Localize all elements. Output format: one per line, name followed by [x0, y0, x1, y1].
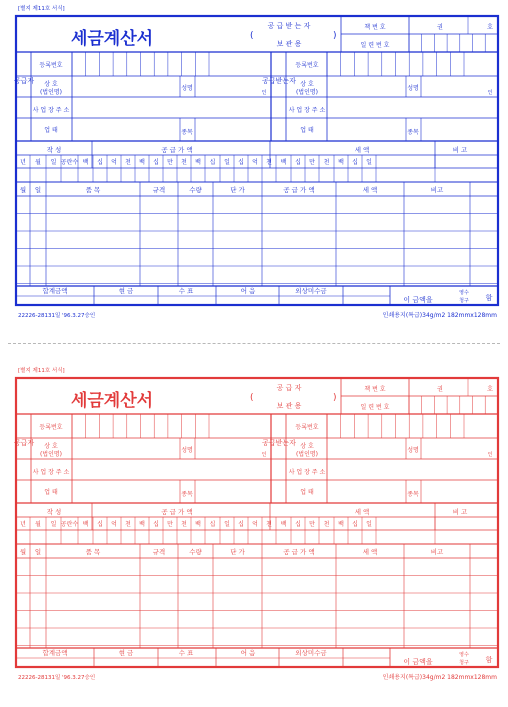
totals-label: 수 표	[178, 649, 194, 657]
blank: -	[132, 68, 134, 69]
copy-label: 공 급 자	[276, 384, 302, 392]
name-label: 성명	[407, 447, 419, 454]
digit-column-label: 천	[181, 159, 187, 166]
digit-column-label: 백	[280, 159, 287, 166]
digit-column-label: 십	[238, 521, 244, 528]
serial-number-label: 일 련 번 호	[360, 42, 390, 49]
claim-end: 함	[485, 656, 493, 664]
name-label: 성명	[181, 85, 193, 92]
item-column-label: 규격	[152, 548, 166, 556]
receipt-label: 영수	[459, 290, 469, 296]
item-column-label: 일	[34, 548, 42, 556]
supply-amount-label: 공 급 가 액	[161, 508, 193, 516]
item-column-label: 공 급 가 액	[283, 548, 315, 556]
digit-column-label: 십	[153, 521, 159, 528]
remarks-label: 비 고	[452, 146, 468, 154]
business-label: 업 태	[44, 127, 58, 134]
totals-label: 어 음	[240, 287, 256, 295]
digit-column-label: 백	[280, 521, 287, 528]
corp-name-label: (법인명)	[39, 451, 63, 458]
paren-left: (	[250, 393, 254, 403]
item-type-label: 종목	[181, 491, 193, 498]
digit-column-label: 백	[195, 159, 201, 166]
digit-column-label: 억	[111, 159, 117, 166]
item-column-label: 수량	[189, 186, 202, 194]
address-label: 사 업 장 주 소	[288, 469, 326, 476]
corp-name-label: (법인명)	[295, 451, 319, 458]
paper-spec: 인쇄용지(특급)34g/m2 182mmx128mm	[382, 674, 497, 681]
item-column-label: 수량	[189, 548, 202, 556]
form-number: [별지 제11호 서식]	[18, 368, 65, 374]
number-label: 호	[487, 386, 493, 393]
digit-column-label: 백	[338, 521, 344, 528]
copy-label: 보 관 용	[276, 402, 302, 410]
supply-amount-label: 공 급 가 액	[161, 146, 193, 154]
digit-column-label: 일	[366, 159, 372, 166]
name-label: 성명	[407, 85, 419, 92]
digit-column-label: 백	[82, 159, 89, 166]
supplier-side-label: 공급자	[13, 77, 35, 85]
digit-column-label: 만	[309, 159, 315, 166]
seal-label: 인	[487, 90, 493, 96]
form-number: [별지 제11호 서식]	[18, 6, 65, 12]
digit-column-label: 천	[323, 159, 330, 166]
volume-label: 권	[437, 386, 443, 393]
date-written-label: 작 성	[46, 146, 62, 154]
digit-column-label: 십	[153, 159, 159, 166]
digit-column-label: 년	[20, 521, 26, 528]
buyer-side-label: 공급받는자	[262, 439, 296, 447]
cut-line	[8, 343, 500, 344]
paren-left: (	[250, 31, 254, 41]
supplier-side-label: 공급자	[13, 439, 35, 447]
company-label: 상 호	[300, 81, 314, 88]
company-label: 상 호	[300, 443, 314, 450]
digit-column-label: 만	[309, 521, 315, 528]
digit-column-label: 일	[50, 521, 57, 528]
digit-column-label: 백	[139, 521, 145, 528]
book-number-label: 책 번 호	[364, 24, 386, 31]
invoice-grid	[0, 362, 508, 698]
digit-column-label: 십	[97, 159, 103, 166]
seal-label: 인	[261, 90, 267, 96]
digit-column-label: 십	[295, 159, 301, 166]
digit-column-label: 일	[224, 521, 230, 528]
digit-column-label: 십	[352, 521, 358, 528]
digit-column-label: 일	[50, 159, 57, 166]
corp-name-label: (법인명)	[39, 89, 63, 96]
claim-text: 이 금액을	[403, 296, 433, 304]
item-column-label: 세 액	[362, 548, 378, 556]
seal-label: 인	[487, 452, 493, 458]
digit-column-label: 일	[224, 159, 230, 166]
digit-column-label: 천	[323, 521, 330, 528]
item-column-label: 규격	[152, 186, 166, 194]
reg-no-label: 등록번호	[295, 62, 319, 69]
totals-label: 외상미수금	[295, 287, 327, 295]
invoice-title: 세금계산서	[70, 29, 154, 49]
digit-column-label: 억	[252, 521, 258, 528]
totals-label: 합계금액	[42, 649, 68, 657]
item-column-label: 일	[34, 186, 42, 194]
receipt-label: 영수	[459, 652, 469, 658]
serial-number-label: 일 련 번 호	[360, 404, 390, 411]
digit-column-label: 공란수	[60, 159, 79, 166]
claim-label: 청구	[459, 298, 469, 304]
name-label: 성명	[181, 447, 193, 454]
digit-column-label: 천	[266, 521, 272, 528]
item-type-label: 종목	[407, 491, 419, 498]
item-column-label: 품 목	[85, 548, 101, 556]
blank: -	[387, 68, 389, 69]
paren-right: )	[333, 393, 337, 403]
digit-column-label: 백	[195, 521, 201, 528]
item-column-label: 월	[19, 186, 27, 194]
digit-column-label: 십	[238, 159, 244, 166]
digit-column-label: 억	[111, 521, 117, 528]
digit-column-label: 천	[125, 159, 131, 166]
digit-column-label: 공란수	[60, 521, 79, 528]
digit-column-label: 만	[167, 521, 173, 528]
claim-end: 함	[485, 294, 493, 302]
buyer-side-label: 공급받는자	[262, 77, 296, 85]
item-type-label: 종목	[181, 129, 193, 136]
totals-label: 현 금	[118, 287, 134, 295]
digit-column-label: 십	[209, 521, 216, 528]
book-number-label: 책 번 호	[364, 386, 386, 393]
totals-label: 수 표	[178, 287, 194, 295]
item-column-label: 공 급 가 액	[283, 186, 315, 194]
item-type-label: 종목	[407, 129, 419, 136]
tax-amount-label: 세 액	[354, 508, 370, 516]
digit-column-label: 백	[82, 521, 89, 528]
digit-column-label: 억	[252, 159, 258, 166]
number-label: 호	[487, 24, 493, 31]
invoice-title: 세금계산서	[70, 391, 154, 411]
invoice-form-buyer-copy	[0, 0, 508, 340]
copy-label: 보 관 용	[276, 40, 302, 48]
totals-label: 현 금	[118, 649, 134, 657]
digit-column-label: 일	[366, 521, 372, 528]
corp-name-label: (법인명)	[295, 89, 319, 96]
item-column-label: 세 액	[362, 186, 378, 194]
reg-no-label: 등록번호	[295, 424, 319, 431]
paren-right: )	[333, 31, 337, 41]
digit-column-label: 십	[295, 521, 301, 528]
invoice-form-supplier-copy	[0, 362, 508, 702]
totals-label: 합계금액	[42, 287, 68, 295]
business-label: 업 태	[300, 489, 314, 496]
digit-column-label: 만	[167, 159, 173, 166]
item-column-label: 단 가	[230, 186, 245, 194]
digit-column-label: 백	[338, 159, 344, 166]
business-label: 업 태	[300, 127, 314, 134]
digit-column-label: 백	[139, 159, 145, 166]
remarks-label: 비 고	[452, 508, 468, 516]
address-label: 사 업 장 주 소	[32, 107, 70, 114]
paper-spec: 인쇄용지(특급)34g/m2 182mmx128mm	[382, 312, 497, 319]
totals-label: 어 음	[240, 649, 256, 657]
approval-text: 22226-28131일 '96.3.27승인	[18, 313, 96, 319]
totals-label: 외상미수금	[295, 649, 327, 657]
tax-amount-label: 세 액	[354, 146, 370, 154]
digit-column-label: 월	[35, 159, 41, 166]
digit-column-label: 천	[181, 521, 187, 528]
reg-no-label: 등록번호	[39, 62, 63, 69]
reg-no-label: 등록번호	[39, 424, 63, 431]
address-label: 사 업 장 주 소	[288, 107, 326, 114]
digit-column-label: 천	[125, 521, 131, 528]
claim-label: 청구	[459, 660, 469, 666]
seal-label: 인	[261, 452, 267, 458]
digit-column-label: 년	[20, 159, 26, 166]
approval-text: 22226-28131일 '96.3.27승인	[18, 675, 96, 681]
date-written-label: 작 성	[46, 508, 62, 516]
volume-label: 권	[437, 24, 443, 31]
item-column-label: 비고	[430, 186, 444, 194]
company-label: 상 호	[44, 443, 58, 450]
digit-column-label: 십	[97, 521, 103, 528]
address-label: 사 업 장 주 소	[32, 469, 70, 476]
digit-column-label: 십	[209, 159, 216, 166]
copy-label: 공 급 받 는 자	[267, 22, 311, 30]
digit-column-label: 천	[266, 159, 272, 166]
item-column-label: 월	[19, 548, 27, 556]
item-column-label: 품 목	[85, 186, 101, 194]
invoice-grid	[0, 0, 508, 336]
item-column-label: 단 가	[230, 548, 245, 556]
claim-text: 이 금액을	[403, 658, 433, 666]
digit-column-label: 십	[352, 159, 358, 166]
blank: -	[387, 430, 389, 431]
digit-column-label: 월	[35, 521, 41, 528]
blank: -	[132, 430, 134, 431]
item-column-label: 비고	[430, 548, 444, 556]
company-label: 상 호	[44, 81, 58, 88]
business-label: 업 태	[44, 489, 58, 496]
